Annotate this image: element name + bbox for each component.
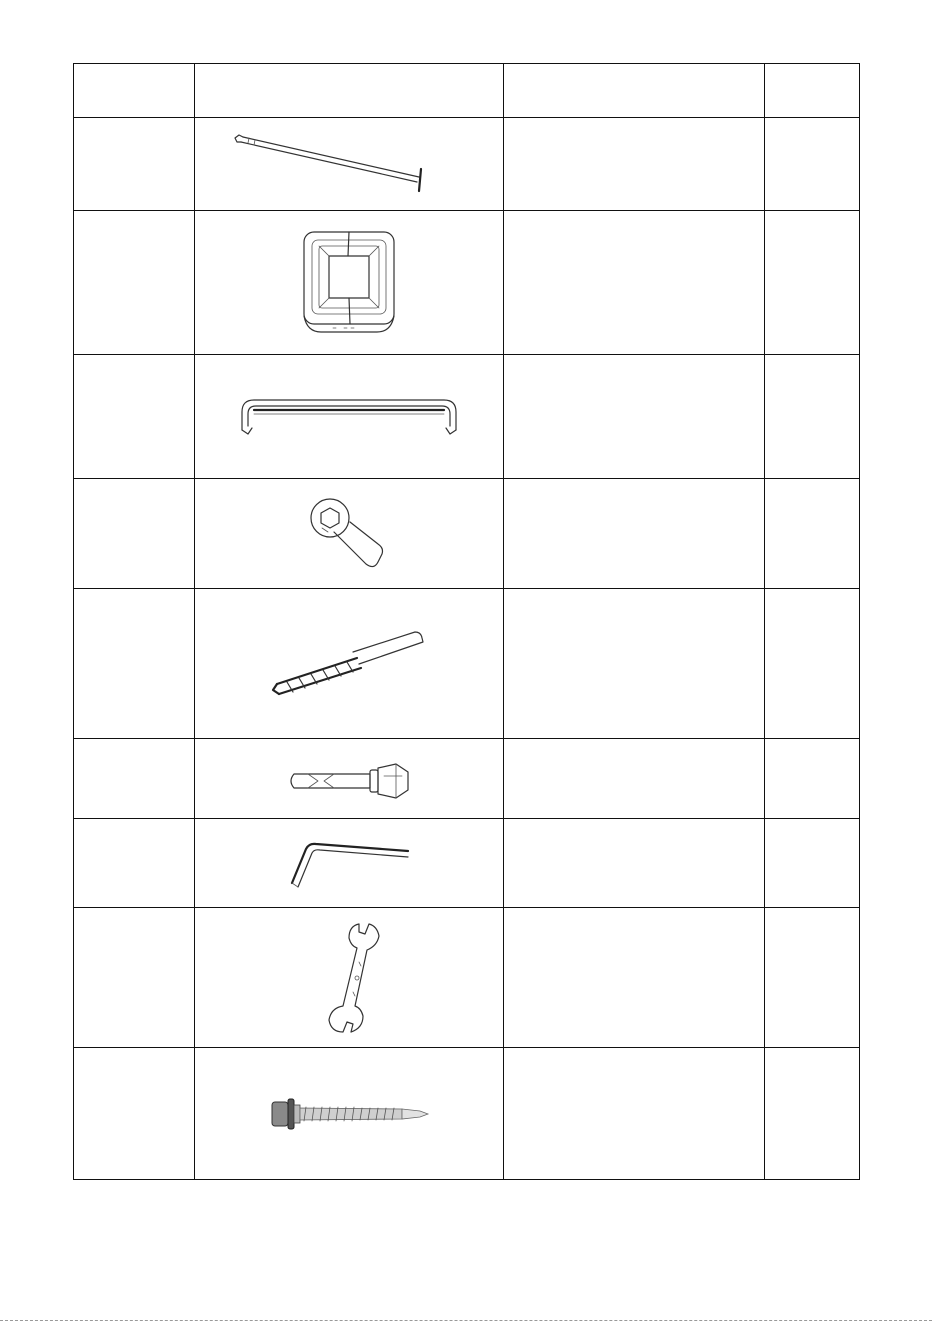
table-row xyxy=(74,1048,860,1180)
table-row xyxy=(74,479,860,589)
part-picture-cell xyxy=(195,908,504,1048)
part-description-cell xyxy=(504,1048,765,1180)
table-row xyxy=(74,211,860,355)
table-row xyxy=(74,118,860,211)
part-description-cell xyxy=(504,211,765,355)
page-bottom-rule xyxy=(0,1320,932,1321)
part-picture-cell xyxy=(195,118,504,211)
part-description-cell xyxy=(504,479,765,589)
part-picture-cell xyxy=(195,1048,504,1180)
allen-key-icon xyxy=(284,833,414,893)
expansion-anchor-bolt-icon xyxy=(284,754,414,804)
part-quantity-cell xyxy=(765,118,860,211)
self-drilling-screw-icon xyxy=(264,1094,434,1134)
drill-bit-icon xyxy=(269,624,429,704)
part-number-cell xyxy=(74,589,195,739)
parts-table xyxy=(73,63,860,1180)
square-post-cap-icon xyxy=(299,228,399,338)
part-number-cell xyxy=(74,355,195,479)
part-number-cell xyxy=(74,479,195,589)
part-number-cell xyxy=(74,739,195,819)
u-channel-rail-cap-icon xyxy=(224,392,474,442)
part-number-cell xyxy=(74,211,195,355)
part-description-cell xyxy=(504,355,765,479)
part-picture-cell xyxy=(195,355,504,479)
part-number-cell xyxy=(74,118,195,211)
part-description-cell xyxy=(504,739,765,819)
part-picture-cell xyxy=(195,739,504,819)
part-description-cell xyxy=(504,908,765,1048)
header-cell-description xyxy=(504,64,765,118)
part-number-cell xyxy=(74,1048,195,1180)
part-quantity-cell xyxy=(765,1048,860,1180)
header-cell-quantity xyxy=(765,64,860,118)
header-cell-part xyxy=(74,64,195,118)
table-row xyxy=(74,739,860,819)
part-quantity-cell xyxy=(765,908,860,1048)
hex-socket-bolt-icon xyxy=(304,494,394,574)
part-description-cell xyxy=(504,118,765,211)
part-quantity-cell xyxy=(765,479,860,589)
table-row xyxy=(74,819,860,908)
part-quantity-cell xyxy=(765,589,860,739)
header-cell-picture xyxy=(195,64,504,118)
part-description-cell xyxy=(504,819,765,908)
part-quantity-cell xyxy=(765,355,860,479)
table-row xyxy=(74,355,860,479)
part-number-cell xyxy=(74,908,195,1048)
part-quantity-cell xyxy=(765,819,860,908)
table-header-row xyxy=(74,64,860,118)
part-picture-cell xyxy=(195,479,504,589)
open-end-wrench-icon xyxy=(309,918,389,1038)
part-picture-cell xyxy=(195,589,504,739)
long-rod-icon xyxy=(229,129,469,199)
part-quantity-cell xyxy=(765,211,860,355)
part-picture-cell xyxy=(195,211,504,355)
part-quantity-cell xyxy=(765,739,860,819)
table-row xyxy=(74,589,860,739)
part-picture-cell xyxy=(195,819,504,908)
part-description-cell xyxy=(504,589,765,739)
part-number-cell xyxy=(74,819,195,908)
table-row xyxy=(74,908,860,1048)
